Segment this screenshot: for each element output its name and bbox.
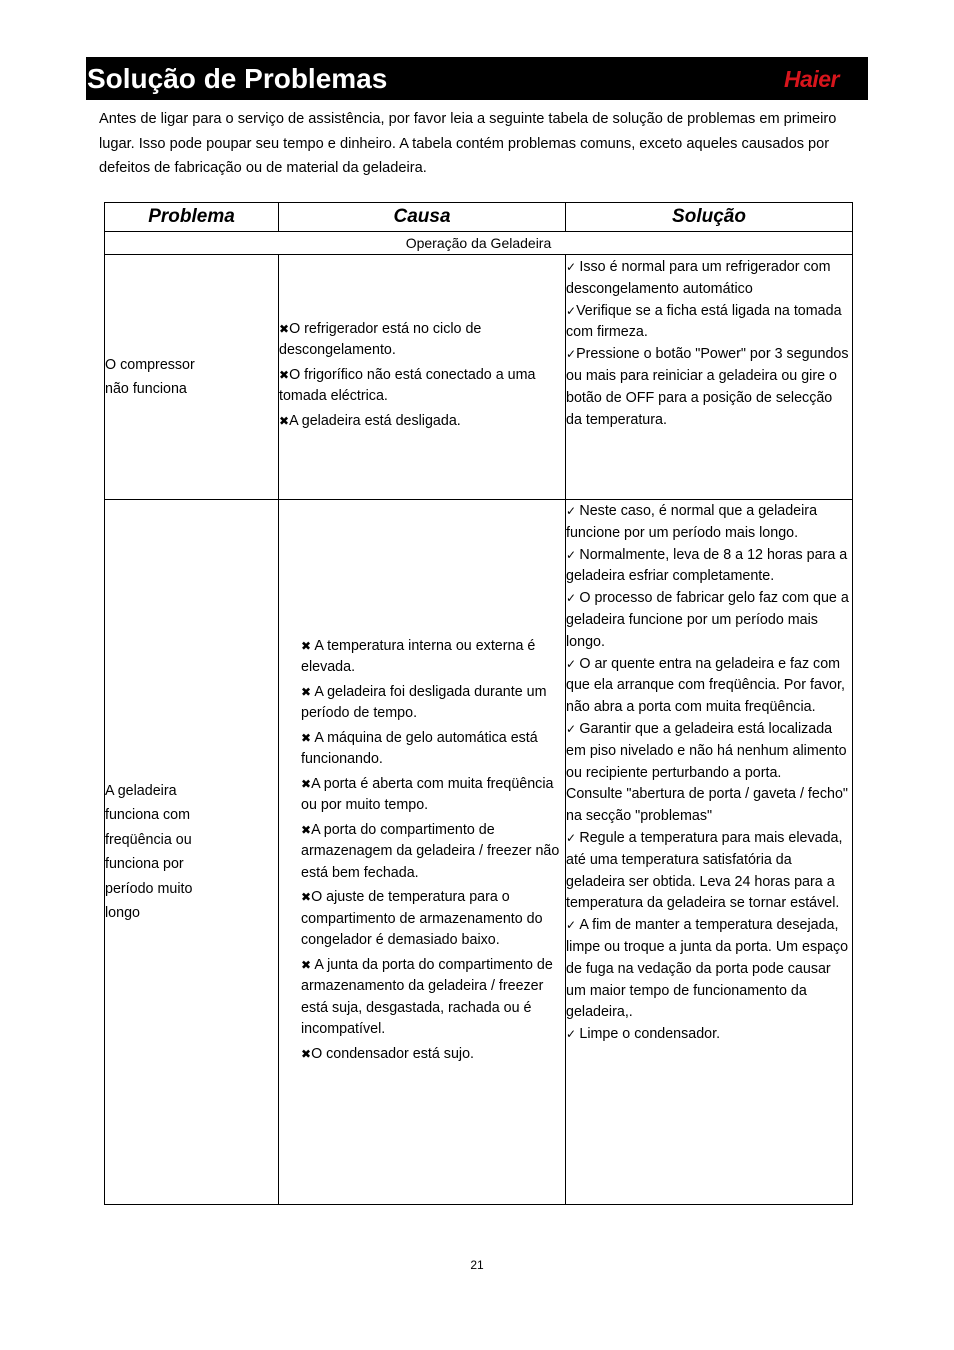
check-icon: ✓: [566, 347, 577, 362]
check-icon: ✓: [566, 303, 577, 318]
page-title: Solução de Problemas: [87, 63, 388, 94]
cause-item: ✖O frigorífico não está conectado a uma tomada eléctrica.: [279, 366, 536, 405]
cross-icon: ✖: [301, 638, 315, 653]
cross-icon: ✖: [301, 957, 315, 972]
check-icon: ✓: [566, 656, 580, 671]
section-title: Operação da Geladeira: [105, 232, 853, 255]
cross-icon: ✖: [279, 367, 290, 382]
column-header-problem: Problema: [105, 203, 279, 232]
solution-cell: [566, 255, 853, 500]
page-header: [86, 57, 868, 100]
haier-logo: Haier: [783, 66, 839, 92]
check-icon: ✓: [566, 547, 580, 562]
cross-icon: ✖: [301, 890, 312, 905]
solution-item: ✓ O ar quente entra na geladeira e faz com que ela arranque com freqüência. Por favor, não abra a porta com muita freqüência.: [566, 655, 845, 716]
solution-item: ✓ O processo de fabricar gelo faz com que a geladeira funcione por um período mais longo.: [566, 590, 849, 650]
problem-cell: [105, 255, 279, 500]
check-icon: ✓: [566, 591, 580, 606]
problem-text: A geladeira funciona com freqüência ou funciona por período muito longo: [105, 782, 193, 921]
intro-text: Antes de ligar para o serviço de assistência, por favor leia a seguinte tabela de solução de problemas em primeiro lugar. Isso pode poupar seu tempo e dinheiro. A tabela contém problemas comuns, exceto aqueles causados por defeitos de fabricação ou de material da geladeira.: [99, 111, 837, 176]
cause-item: ✖A geladeira está desligada.: [279, 412, 461, 429]
page-number: 21: [470, 1258, 484, 1272]
cause-item: ✖O ajuste de temperatura para o compartimento de armazenamento do congelador é demasiado baixo.: [301, 889, 543, 949]
check-icon: ✓: [566, 918, 580, 933]
check-icon: ✓: [566, 830, 580, 845]
cross-icon: ✖: [279, 321, 290, 336]
cross-icon: ✖: [301, 1046, 312, 1061]
section-row: [105, 232, 853, 255]
troubleshooting-table: [104, 202, 853, 1205]
cause-item: ✖A porta do compartimento de armazenagem da geladeira / freezer não está bem fechada.: [301, 821, 560, 881]
table-header-row: [105, 203, 853, 232]
check-icon: ✓: [566, 504, 580, 518]
solution-cell: [566, 500, 853, 1205]
solution-item: ✓ Limpe o condensador.: [566, 1026, 721, 1043]
problem-text: O compressor não funciona: [105, 356, 195, 397]
cause-item: ✖ A temperatura interna ou externa é elevada.: [301, 637, 536, 676]
cause-item: ✖O refrigerador está no ciclo de descongelamento.: [279, 320, 482, 359]
cross-icon: ✖: [301, 822, 312, 837]
column-header-solution: Solução: [566, 203, 853, 232]
cause-item: ✖ A máquina de gelo automática está funcionando.: [301, 729, 538, 768]
cause-cell: [279, 255, 566, 500]
problem-cell: [105, 500, 279, 1205]
cause-cell: [279, 500, 566, 1205]
check-icon: ✓: [566, 1027, 580, 1042]
solution-item: ✓ Regule a temperatura para mais elevada, até uma temperatura satisfatória da geladeira ser obtida. Leva 24 horas para a temperatura da geladeira se tornar estável.: [566, 829, 843, 912]
solution-item: ✓ A fim de manter a temperatura desejada, limpe ou troque a junta da porta. Um espaço de fuga na vedação da porta pode causar um maior tempo de funcionamento da geladeira,.: [566, 917, 849, 1021]
solution-note: Consulte "abertura de porta / gaveta / fecho" na secção "problemas": [566, 786, 848, 825]
check-icon: ✓: [566, 260, 580, 274]
cause-item: ✖O condensador está sujo.: [301, 1045, 474, 1062]
cross-icon: ✖: [301, 684, 315, 699]
solution-item: ✓ Isso é normal para um refrigerador com descongelamento automático: [566, 259, 831, 297]
intro-paragraph: [99, 107, 859, 181]
solution-item: ✓ Garantir que a geladeira está localizada em piso nivelado e não há nenhum alimento ou recipiente perturbando a porta.: [566, 720, 847, 781]
column-header-cause: Causa: [279, 203, 566, 232]
cause-item: ✖ A junta da porta do compartimento de armazenamento da geladeira / freezer está suja, desgastada, rachada ou é incompatível.: [301, 956, 553, 1038]
cross-icon: ✖: [301, 730, 315, 745]
solution-item: ✓ Normalmente, leva de 8 a 12 horas para a geladeira esfriar completamente.: [566, 546, 848, 585]
cross-icon: ✖: [279, 413, 290, 428]
check-icon: ✓: [566, 721, 580, 736]
solution-item: ✓Pressione o botão "Power" por 3 segundos ou mais para reiniciar a geladeira ou gire o botão de OFF para a posição de selecção da temperatura.: [566, 346, 849, 428]
table-row: [105, 500, 853, 1205]
cross-icon: ✖: [301, 776, 312, 791]
cause-item: ✖A porta é aberta com muita freqüência ou por muito tempo.: [301, 775, 554, 814]
solution-item: ✓Verifique se a ficha está ligada na tomada com firmeza.: [566, 302, 842, 341]
table-row: [105, 255, 853, 500]
solution-item: ✓ Neste caso, é normal que a geladeira funcione por um período mais longo.: [566, 503, 818, 541]
cause-item: ✖ A geladeira foi desligada durante um período de tempo.: [301, 683, 547, 722]
